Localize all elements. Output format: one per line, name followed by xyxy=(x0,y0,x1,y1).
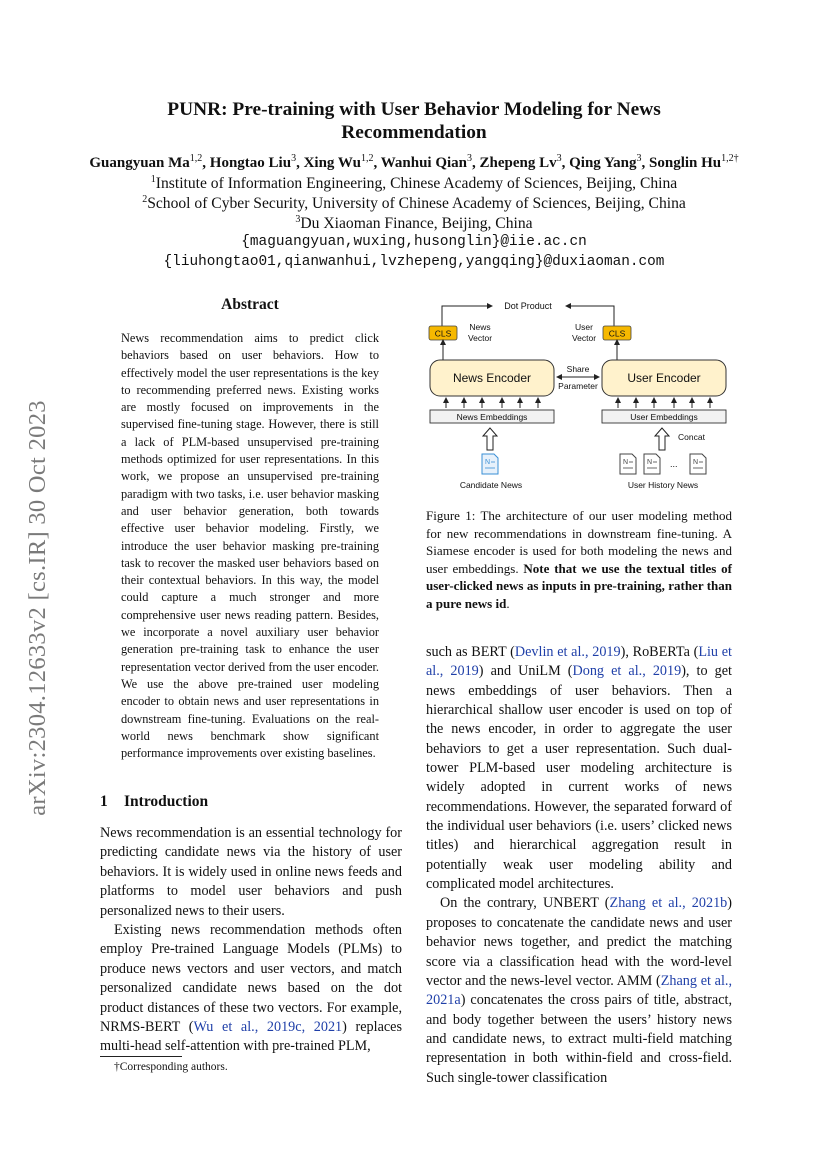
text-segment: such as BERT ( xyxy=(426,644,515,660)
text-segment: ), RoBERTa ( xyxy=(620,644,699,660)
footnote-divider xyxy=(100,1056,182,1057)
candidate-news-label: Candidate News xyxy=(459,480,523,490)
text-segment: ) and UniLM ( xyxy=(478,663,573,680)
intro-paragraph-2 xyxy=(100,921,402,1057)
title-line-2: Recommendation xyxy=(341,122,487,143)
citation-link[interactable]: Liu et al., 2019 xyxy=(426,644,732,680)
body-paragraph-1 xyxy=(426,643,732,894)
user-history-news-label: User History News xyxy=(627,480,699,490)
author-name: Zhepeng Lv xyxy=(479,155,557,171)
text-segment: ) proposes to concatenate the candidate news and user behavior news together, and predict the matching score via a classification head with the word-level vector and the news-level vector. AMM ( xyxy=(426,895,732,989)
email-line-2: {liuhongtao01,qianwanhui,lvzhepeng,yangqing}@duxiaoman.com xyxy=(163,254,665,270)
parameter-label: Parameter xyxy=(558,381,598,391)
author-affiliation-marker: 3 xyxy=(556,153,562,164)
paper-title xyxy=(90,98,738,144)
affiliation-3: $^3$Du Xiaoman Finance, Beijing, China xyxy=(295,214,533,233)
citation-link[interactable]: Devlin et al., 2019 xyxy=(514,644,621,660)
author-affiliation-marker: 3 xyxy=(467,153,473,164)
author-name: Songlin Hu xyxy=(649,155,722,171)
section-heading-introduction xyxy=(100,793,208,811)
hollow-arrow-user xyxy=(655,428,669,450)
author-affiliation-marker: 1,2 xyxy=(189,153,203,164)
svg-text:N: N xyxy=(485,459,491,466)
abstract-heading: Abstract xyxy=(221,296,279,313)
history-ellipsis: ... xyxy=(670,459,678,469)
author-name: Wanhui Qian xyxy=(380,155,468,171)
user-vector-label-2: Vector xyxy=(571,333,597,343)
title-line-1: PUNR: Pre-training with User Behavior Modeling for News xyxy=(167,99,661,120)
abstract-body: News recommendation aims to predict click behaviors based on user behaviors. How to effectively model the user representations is the key to recommending preferred news. Existing works are mostly focused on improvements in the supervised fine-tuning stage. However, there is still a lack of PLM-based unsupervised pre-training methods optimized for user representations. In this work, we propose an unsupervised pre-training paradigm with two tasks, i.e. user behavior masking and user behavior generation, both towards effective user behavior modeling. Firstly, we introduce the user behavior masking pre-training task to recover the masked user behaviors based on their contextual behaviors. In this way, the model could capture a much stronger and more comprehensive user news reading pattern. Besides, we incorporate a novel auxiliary user behavior generation pre-training task to enhance the user representation vector derived from the user encoder. We use the above pre-trained user modeling encoder to obtain news and user representations in downstream fine-tuning. Evaluations on the real-world news benchmark show significant performance improvements over existing baselines. xyxy=(121,331,379,761)
figure-caption xyxy=(426,507,732,613)
author-affiliation-marker: 1,2† xyxy=(721,153,739,164)
citation-link[interactable]: Zhang et al., 2021b xyxy=(609,895,728,912)
concat-label: Concat xyxy=(678,432,705,442)
user-embeddings-label: User Embeddings xyxy=(630,412,698,422)
history-news-doc-icon-3 xyxy=(690,454,706,474)
cls-label-user: CLS xyxy=(608,328,626,339)
text-segment: Existing news recommendation methods often employ Pre-trained Language Models (PLMs) to produce news vectors and user vectors, and match personalized candidate news based on the dot product distances of these two vectors. For example, NRMS-BERT ( xyxy=(100,922,402,1036)
text-segment: ) concatenates the cross pairs of title, abstract, and body together between the users’ history news and candidate news, to extract multi-field matching representation in both within-field and cross-field. Such single-tower classification xyxy=(426,992,732,1086)
news-vector-label-1: News xyxy=(469,322,491,332)
left-column-body xyxy=(100,824,402,1057)
cls-label-news: CLS xyxy=(434,328,452,339)
dot-product-label: Dot Product xyxy=(504,301,552,311)
user-encoder-label: User Encoder xyxy=(627,371,701,385)
author-name: Hongtao Liu xyxy=(209,155,292,171)
candidate-news-doc-icon xyxy=(482,454,498,474)
news-embeddings-label: News Embeddings xyxy=(456,412,528,422)
architecture-figure xyxy=(426,296,742,496)
arxiv-identifier: arXiv:2304.12633v2 [cs.IR] 30 Oct 2023 xyxy=(24,400,51,816)
citation-link[interactable]: Zhang et al., 2021a xyxy=(426,972,732,1009)
text-segment: ), to get news embeddings of user behaviors. Then a hierarchical shallow user encoder is used on top of the news encoder, in order to aggregate the user behaviors to get a user representation. Such dual-tower PLM-based user modeling architecture is widely adopted in current works of news recommendations. However, the separated forward of the individual user behaviors (i.e. users’ clicked news titles) and hierarchical aggregation result in potentially weak user modeling ability and complicated model architectures. xyxy=(426,663,732,893)
share-label: Share xyxy=(566,364,590,374)
author-name: Qing Yang xyxy=(569,155,637,171)
author-affiliation-marker: 1,2 xyxy=(360,153,374,164)
author-list: Guangyuan Ma$^{1,2}$, Hongtao Liu$^3$, Xing Wu$^{1,2}$, Wanhui Qian$^3$, Zhepeng Lv$^3$, Qing Yang$^3$, Songlin $Hu^{1,2\dagger}$ xyxy=(89,153,739,171)
text-segment: Figure 1: The architecture of our user modeling method for new recommendations in downstream fine-tuning. A Siamese encoder is used for both modeling the news and user embeddings. xyxy=(426,508,732,576)
right-column-body xyxy=(426,643,732,1088)
author-name: Guangyuan Ma xyxy=(89,155,190,171)
body-paragraph-2 xyxy=(426,894,732,1087)
history-news-doc-icon-1 xyxy=(620,454,636,474)
citation-link[interactable]: Wu et al., 2019c, 2021 xyxy=(193,1019,343,1036)
affiliation-2: $^2$School of Cyber Security, University of Chinese Academy of Sciences, Beijing, China xyxy=(142,194,686,213)
intro-paragraph-1: News recommendation is an essential technology for predicting candidate news via the history of user behaviors. It is widely used in online news feeds and platforms to model user behaviors and push personalized news to their users. xyxy=(100,825,402,919)
emphasis-text: Note that we use the textual titles of user-clicked news as inputs in pre-training, rather than a pure news id xyxy=(426,560,732,611)
svg-text:N: N xyxy=(623,459,629,466)
footnote: †Corresponding authors. xyxy=(114,1061,228,1073)
citation-link[interactable]: Dong et al., 2019 xyxy=(572,663,682,680)
section-number: 1 xyxy=(100,793,108,810)
svg-text:N: N xyxy=(693,459,699,466)
hollow-arrow-news xyxy=(483,428,497,450)
text-segment: . xyxy=(506,595,510,611)
email-line-1: {maguangyuan,wuxing,husonglin}@iie.ac.cn xyxy=(241,234,587,250)
text-segment: On the contrary, UNBERT ( xyxy=(440,895,610,912)
news-vector-label-2: Vector xyxy=(467,333,493,343)
news-encoder-label: News Encoder xyxy=(452,371,532,385)
author-affiliation-marker: 3 xyxy=(291,153,297,164)
text-segment: ) replaces multi-head self-attention with pre-trained PLM, xyxy=(100,1019,402,1055)
svg-text:N: N xyxy=(647,459,653,466)
history-news-doc-icon-2 xyxy=(644,454,660,474)
author-name: Xing Wu xyxy=(303,155,361,171)
author-affiliation-marker: 3 xyxy=(636,153,642,164)
affiliation-1: $^1$Institute of Information Engineering, Chinese Academy of Sciences, Beijing, China xyxy=(150,174,678,193)
section-title: Introduction xyxy=(124,793,209,810)
user-vector-label-1: User xyxy=(575,322,593,332)
